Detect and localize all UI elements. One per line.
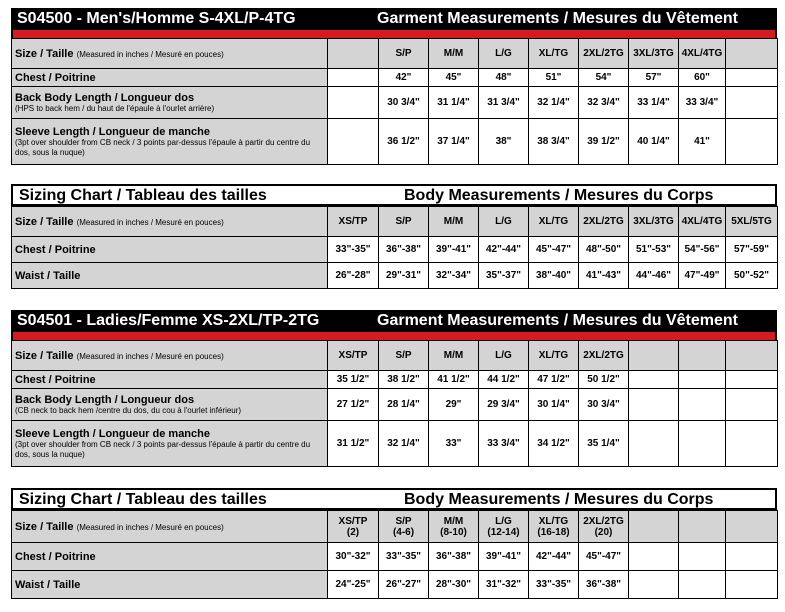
value-cell: 31 3/4" — [479, 87, 529, 119]
table-row — [12, 87, 778, 119]
size-name: S/P — [395, 515, 412, 527]
row-label: Sleeve Length / Longueur de manche — [15, 427, 210, 440]
men-garment-table — [11, 38, 778, 165]
size-header — [479, 511, 529, 543]
value-cell: 42"-44" — [529, 543, 579, 571]
size-header — [679, 341, 726, 371]
value-cell: 36 1/2" — [379, 119, 429, 165]
red-accent-bar — [11, 30, 777, 38]
row-note: (HPS to back hem / du haut de l'épaule à l'ourlet arrière) — [15, 103, 215, 113]
size-numeric: (2) — [346, 526, 360, 538]
size-header — [379, 511, 429, 543]
value-cell: 33 3/4" — [479, 421, 529, 467]
size-label: Size / Taille — [15, 520, 74, 533]
value-cell: 50 1/2" — [579, 371, 629, 389]
row-label-cell — [12, 87, 328, 119]
value-cell: 45" — [429, 69, 479, 87]
size-header — [726, 341, 778, 371]
value-cell: 30 3/4" — [579, 389, 629, 421]
red-accent-bar — [11, 332, 777, 340]
size-note: (Measured in inches / Mesuré en pouces) — [76, 522, 224, 532]
table-row — [12, 69, 778, 87]
value-cell: 33"-35" — [328, 237, 379, 263]
ladies-body-section — [11, 488, 777, 599]
value-cell: 38" — [479, 119, 529, 165]
size-header: M/M — [429, 207, 479, 237]
size-note: (Measured in inches / Mesuré en pouces) — [76, 217, 224, 227]
men-garment-section — [11, 8, 777, 165]
value-cell: 27 1/2" — [328, 389, 379, 421]
size-header: 3XL/3TG — [629, 39, 679, 69]
size-numeric: (8-10) — [440, 526, 467, 538]
row-note: (3pt over shoulder from CB neck / 3 points par-dessus l'épaule à partir du centre du dos, sous la nuque) — [15, 439, 311, 459]
row-label: Back Body Length / Longueur dos — [15, 393, 195, 406]
size-header: M/M — [429, 39, 479, 69]
men-body-table — [11, 206, 778, 289]
ladies-garment-header — [11, 310, 777, 332]
row-label: Sleeve Length / Longueur de manche — [15, 125, 210, 138]
men-body-section — [11, 184, 777, 289]
value-cell: 33" — [429, 421, 479, 467]
value-cell: 33"-35" — [529, 571, 579, 599]
value-cell: 41" — [679, 119, 726, 165]
size-numeric: (20) — [594, 526, 613, 538]
value-cell: 28"-30" — [429, 571, 479, 599]
men-size-row — [12, 39, 778, 69]
value-cell — [726, 421, 778, 467]
row-label: Waist / Taille — [12, 263, 328, 289]
value-cell — [726, 69, 778, 87]
value-cell: 37 1/4" — [429, 119, 479, 165]
size-header: 2XL/2TG — [579, 39, 629, 69]
value-cell — [726, 543, 778, 571]
size-header: XS/TP — [328, 341, 379, 371]
value-cell — [679, 543, 726, 571]
table-row — [12, 237, 778, 263]
table-row — [12, 389, 778, 421]
value-cell: 36"-38" — [429, 543, 479, 571]
value-cell: 54"-56" — [679, 237, 726, 263]
ladies-size-row — [12, 341, 778, 371]
row-note: (CB neck to back hem /centre du dos, du cou à l'ourlet inférieur) — [15, 405, 242, 415]
value-cell: 24"-25" — [328, 571, 379, 599]
size-note: (Measured in inches / Mesuré en pouces) — [76, 49, 224, 59]
ladies-code-title: S04501 - Ladies/Femme XS-2XL/TP-2TG — [17, 312, 320, 329]
value-cell — [679, 421, 726, 467]
value-cell — [679, 571, 726, 599]
value-cell — [679, 371, 726, 389]
row-label-cell — [12, 421, 328, 467]
ladies-garment-section — [11, 310, 777, 467]
size-header: 2XL/2TG — [579, 341, 629, 371]
size-header — [629, 341, 679, 371]
value-cell: 42"-44" — [479, 237, 529, 263]
row-label: Chest / Poitrine — [12, 69, 328, 87]
row-label: Chest / Poitrine — [12, 371, 328, 389]
value-cell: 33 3/4" — [679, 87, 726, 119]
row-label-cell — [12, 389, 328, 421]
value-cell: 45"-47" — [579, 543, 629, 571]
value-cell: 48"-50" — [579, 237, 629, 263]
spacer-cell — [328, 87, 379, 119]
value-cell: 32"-34" — [429, 263, 479, 289]
row-label-cell — [12, 119, 328, 165]
row-note: (3pt over shoulder from CB neck / 3 points par-dessus l'épaule à partir du centre du dos, sous la nuque) — [15, 137, 311, 157]
size-name: L/G — [495, 515, 512, 527]
value-cell: 41 1/2" — [429, 371, 479, 389]
size-header — [679, 511, 726, 543]
table-row — [12, 571, 778, 599]
table-row — [12, 371, 778, 389]
value-cell — [629, 571, 679, 599]
value-cell: 41"-43" — [579, 263, 629, 289]
value-cell: 31 1/2" — [328, 421, 379, 467]
value-cell: 35 1/4" — [579, 421, 629, 467]
size-header: XL/TG — [529, 341, 579, 371]
size-label: Size / Taille — [15, 47, 74, 60]
value-cell — [726, 371, 778, 389]
size-label-cell — [12, 207, 328, 237]
value-cell: 30 1/4" — [529, 389, 579, 421]
value-cell — [629, 371, 679, 389]
spacer-cell — [328, 119, 379, 165]
ladies-body-size-row — [12, 511, 778, 543]
value-cell: 28 1/4" — [379, 389, 429, 421]
value-cell: 26"-27" — [379, 571, 429, 599]
body-measurements-title: Body Measurements / Mesures du Corps — [404, 491, 714, 508]
value-cell — [726, 571, 778, 599]
size-header — [629, 511, 679, 543]
size-header — [726, 39, 778, 69]
size-header: 5XL/5TG — [726, 207, 778, 237]
value-cell — [629, 389, 679, 421]
value-cell — [726, 119, 778, 165]
value-cell: 38"-40" — [529, 263, 579, 289]
size-header: S/P — [379, 39, 429, 69]
row-label: Chest / Poitrine — [12, 543, 328, 571]
value-cell: 32 1/4" — [529, 87, 579, 119]
sizing-chart-title: Sizing Chart / Tableau des tailles — [19, 491, 267, 508]
men-body-size-row — [12, 207, 778, 237]
size-header: M/M — [429, 341, 479, 371]
size-header — [579, 511, 629, 543]
value-cell: 47"-49" — [679, 263, 726, 289]
size-name: XL/TG — [538, 515, 569, 527]
row-label: Waist / Taille — [12, 571, 328, 599]
value-cell: 60" — [679, 69, 726, 87]
value-cell: 38 3/4" — [529, 119, 579, 165]
value-cell: 33"-35" — [379, 543, 429, 571]
size-numeric: (4-6) — [392, 526, 415, 538]
value-cell — [679, 389, 726, 421]
value-cell: 32 1/4" — [379, 421, 429, 467]
value-cell: 39"-41" — [429, 237, 479, 263]
spacer-cell — [328, 69, 379, 87]
size-header: L/G — [479, 39, 529, 69]
men-code-title: S04500 - Men's/Homme S-4XL/P-4TG — [17, 10, 296, 27]
value-cell: 29 3/4" — [479, 389, 529, 421]
sizing-chart-title: Sizing Chart / Tableau des tailles — [19, 187, 267, 204]
value-cell: 36"-38" — [579, 571, 629, 599]
value-cell: 54" — [579, 69, 629, 87]
row-label: Chest / Poitrine — [12, 237, 328, 263]
size-header: S/P — [379, 207, 429, 237]
size-note: (Measured in inches / Mesuré en pouces) — [76, 351, 224, 361]
ladies-body-table — [11, 510, 778, 599]
value-cell: 50"-52" — [726, 263, 778, 289]
value-cell: 34 1/2" — [529, 421, 579, 467]
value-cell — [629, 543, 679, 571]
value-cell: 29"-31" — [379, 263, 429, 289]
size-header: XS/TP — [328, 207, 379, 237]
size-header — [429, 511, 479, 543]
ladies-body-header — [11, 488, 777, 510]
value-cell: 57"-59" — [726, 237, 778, 263]
size-header: L/G — [479, 207, 529, 237]
size-numeric: (12-14) — [487, 526, 520, 538]
value-cell: 39 1/2" — [579, 119, 629, 165]
size-header: S/P — [379, 341, 429, 371]
value-cell: 30 3/4" — [379, 87, 429, 119]
value-cell: 45"-47" — [529, 237, 579, 263]
size-header — [529, 511, 579, 543]
table-row — [12, 119, 778, 165]
men-garment-header — [11, 8, 777, 30]
value-cell — [629, 421, 679, 467]
value-cell: 33 1/4" — [629, 87, 679, 119]
value-cell: 35 1/2" — [328, 371, 379, 389]
size-header: 2XL/2TG — [579, 207, 629, 237]
men-section-title: Garment Measurements / Mesures du Vêtement — [377, 10, 739, 27]
size-header — [726, 511, 778, 543]
value-cell: 44"-46" — [629, 263, 679, 289]
value-cell: 26"-28" — [328, 263, 379, 289]
size-name: XS/TP — [338, 515, 368, 527]
size-header: 4XL/4TG — [679, 207, 726, 237]
value-cell: 32 3/4" — [579, 87, 629, 119]
value-cell: 30"-32" — [328, 543, 379, 571]
row-label: Back Body Length / Longueur dos — [15, 91, 195, 104]
table-row — [12, 543, 778, 571]
value-cell: 31 1/4" — [429, 87, 479, 119]
value-cell: 40 1/4" — [629, 119, 679, 165]
spacer-cell — [328, 39, 379, 69]
ladies-section-title: Garment Measurements / Mesures du Vêtement — [377, 312, 739, 329]
body-measurements-title: Body Measurements / Mesures du Corps — [404, 187, 714, 204]
men-body-header — [11, 184, 777, 206]
value-cell: 51"-53" — [629, 237, 679, 263]
size-label-cell — [12, 511, 328, 543]
value-cell: 48" — [479, 69, 529, 87]
value-cell: 57" — [629, 69, 679, 87]
size-label-cell — [12, 341, 328, 371]
value-cell: 51" — [529, 69, 579, 87]
value-cell: 39"-41" — [479, 543, 529, 571]
size-name: M/M — [443, 515, 464, 527]
size-header: 4XL/4TG — [679, 39, 726, 69]
value-cell: 44 1/2" — [479, 371, 529, 389]
size-name: 2XL/2TG — [583, 515, 624, 527]
value-cell — [726, 87, 778, 119]
size-label: Size / Taille — [15, 215, 74, 228]
size-header: XL/TG — [529, 207, 579, 237]
table-row — [12, 421, 778, 467]
value-cell: 35"-37" — [479, 263, 529, 289]
size-header — [328, 511, 379, 543]
ladies-garment-table — [11, 340, 778, 467]
size-label-cell — [12, 39, 328, 69]
value-cell: 42" — [379, 69, 429, 87]
value-cell: 36"-38" — [379, 237, 429, 263]
size-header: 3XL/3TG — [629, 207, 679, 237]
size-numeric: (16-18) — [537, 526, 570, 538]
value-cell: 29" — [429, 389, 479, 421]
size-label: Size / Taille — [15, 349, 74, 362]
value-cell: 38 1/2" — [379, 371, 429, 389]
size-header: XL/TG — [529, 39, 579, 69]
value-cell — [726, 389, 778, 421]
size-header: L/G — [479, 341, 529, 371]
value-cell: 31"-32" — [479, 571, 529, 599]
value-cell: 47 1/2" — [529, 371, 579, 389]
table-row — [12, 263, 778, 289]
